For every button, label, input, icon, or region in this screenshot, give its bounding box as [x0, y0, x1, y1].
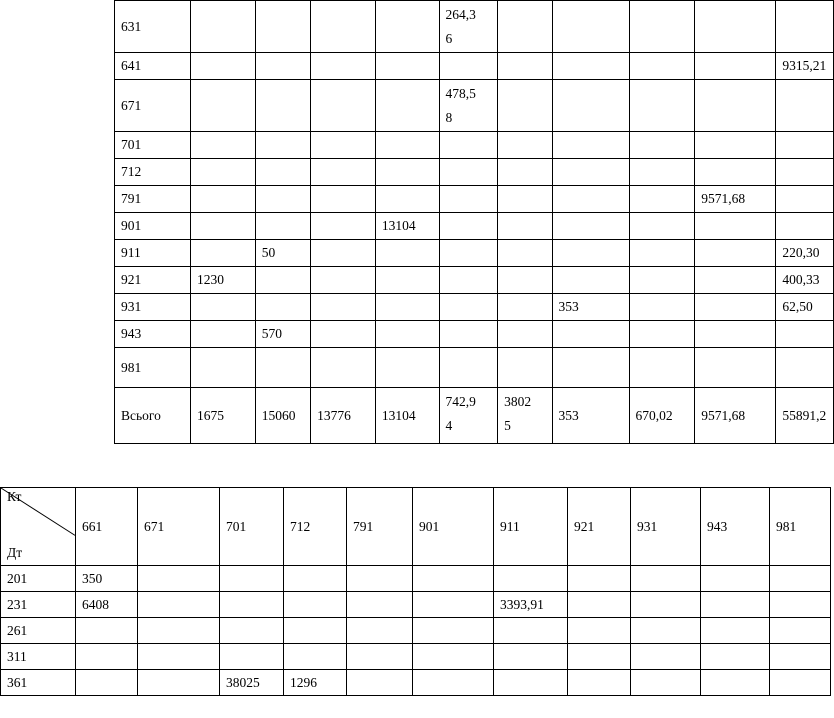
account-cell: 641 — [115, 53, 191, 80]
credit-label: Кт — [7, 489, 22, 504]
account-cell: 931 — [115, 294, 191, 321]
value-cell: 6408 — [76, 592, 138, 618]
table-row — [115, 348, 834, 388]
value-cell — [701, 644, 770, 670]
value-cell: 478,5 8 — [439, 80, 498, 132]
value-cell — [255, 267, 310, 294]
value-cell: 400,33 — [776, 267, 834, 294]
value-cell — [191, 159, 256, 186]
value-cell — [695, 294, 776, 321]
value-cell — [776, 186, 834, 213]
value-cell — [695, 132, 776, 159]
value-cell — [439, 186, 498, 213]
value-cell — [498, 132, 552, 159]
table-row — [115, 132, 834, 159]
value-cell — [776, 132, 834, 159]
value-cell — [311, 186, 376, 213]
value-cell — [498, 213, 552, 240]
value-cell — [695, 213, 776, 240]
account-cell: 671 — [115, 80, 191, 132]
value-cell — [770, 618, 831, 644]
value-cell — [311, 213, 376, 240]
value-cell — [631, 592, 701, 618]
value-cell — [284, 618, 347, 644]
table-row — [115, 213, 834, 240]
value-cell: 570 — [255, 321, 310, 348]
value-cell — [138, 566, 220, 592]
value-cell: 1296 — [284, 670, 347, 696]
value-cell — [631, 566, 701, 592]
column-header: 943 — [701, 488, 770, 566]
value-cell — [568, 670, 631, 696]
table-row — [115, 80, 834, 132]
value-cell — [770, 670, 831, 696]
value-cell — [191, 132, 256, 159]
value-cell — [631, 670, 701, 696]
account-cell: 911 — [115, 240, 191, 267]
value-cell — [695, 53, 776, 80]
value-cell — [138, 670, 220, 696]
value-cell — [255, 348, 310, 388]
value-cell — [629, 159, 695, 186]
value-cell — [138, 592, 220, 618]
ledger-table-top — [114, 0, 834, 444]
value-cell — [498, 267, 552, 294]
value-cell — [552, 186, 629, 213]
value-cell — [629, 294, 695, 321]
value-cell — [552, 80, 629, 132]
account-cell: 791 — [115, 186, 191, 213]
value-cell — [347, 566, 413, 592]
value-cell — [439, 132, 498, 159]
value-cell — [695, 321, 776, 348]
value-cell — [770, 644, 831, 670]
value-cell — [629, 267, 695, 294]
value-cell — [439, 159, 498, 186]
value-cell — [629, 240, 695, 267]
value-cell: 62,50 — [776, 294, 834, 321]
value-cell: 350 — [76, 566, 138, 592]
value-cell — [494, 670, 568, 696]
value-cell — [375, 321, 439, 348]
value-cell — [413, 670, 494, 696]
value-cell — [347, 670, 413, 696]
value-cell — [439, 240, 498, 267]
value-cell: 13104 — [375, 388, 439, 444]
value-cell — [498, 321, 552, 348]
value-cell — [76, 670, 138, 696]
value-cell — [701, 618, 770, 644]
value-cell — [138, 618, 220, 644]
value-cell — [191, 186, 256, 213]
table-row — [1, 566, 831, 592]
value-cell — [375, 240, 439, 267]
account-cell: 201 — [1, 566, 76, 592]
value-cell: 9315,21 — [776, 53, 834, 80]
value-cell: 742,9 4 — [439, 388, 498, 444]
table-row — [115, 294, 834, 321]
value-cell — [568, 644, 631, 670]
value-cell — [498, 240, 552, 267]
value-cell — [629, 80, 695, 132]
table-row — [115, 1, 834, 53]
value-cell — [191, 80, 256, 132]
account-cell: 981 — [115, 348, 191, 388]
value-cell — [770, 592, 831, 618]
account-cell: 712 — [115, 159, 191, 186]
value-cell — [375, 294, 439, 321]
value-cell — [284, 592, 347, 618]
value-cell — [631, 644, 701, 670]
value-cell — [255, 132, 310, 159]
account-cell: 901 — [115, 213, 191, 240]
value-cell: 55891,2 — [776, 388, 834, 444]
value-cell — [220, 566, 284, 592]
value-cell — [284, 644, 347, 670]
value-cell: 264,3 6 — [439, 1, 498, 53]
header-row — [1, 488, 831, 566]
value-cell — [347, 644, 413, 670]
value-cell — [494, 618, 568, 644]
value-cell: 1675 — [191, 388, 256, 444]
value-cell — [695, 80, 776, 132]
value-cell — [375, 132, 439, 159]
value-cell — [552, 240, 629, 267]
value-cell — [375, 267, 439, 294]
value-cell — [439, 294, 498, 321]
value-cell — [776, 1, 834, 53]
value-cell — [138, 644, 220, 670]
value-cell: 15060 — [255, 388, 310, 444]
value-cell — [220, 592, 284, 618]
value-cell — [498, 294, 552, 321]
value-cell — [701, 592, 770, 618]
value-cell — [311, 80, 376, 132]
value-cell — [255, 294, 310, 321]
ledger-table-bottom — [0, 487, 831, 696]
value-cell — [413, 592, 494, 618]
value-cell — [494, 644, 568, 670]
value-cell — [347, 592, 413, 618]
column-header: 701 — [220, 488, 284, 566]
value-cell — [413, 644, 494, 670]
value-cell — [695, 1, 776, 53]
account-cell: Всього — [115, 388, 191, 444]
value-cell — [255, 213, 310, 240]
value-cell — [255, 53, 310, 80]
value-cell — [568, 592, 631, 618]
table-row — [1, 644, 831, 670]
value-cell — [191, 294, 256, 321]
column-header: 921 — [568, 488, 631, 566]
value-cell: 220,30 — [776, 240, 834, 267]
value-cell: 353 — [552, 388, 629, 444]
value-cell — [695, 240, 776, 267]
value-cell: 1230 — [191, 267, 256, 294]
table-row — [115, 240, 834, 267]
account-cell: 631 — [115, 1, 191, 53]
value-cell — [191, 1, 256, 53]
value-cell — [311, 348, 376, 388]
value-cell — [191, 53, 256, 80]
value-cell — [701, 670, 770, 696]
value-cell — [770, 566, 831, 592]
value-cell — [311, 267, 376, 294]
value-cell — [629, 186, 695, 213]
column-header: 791 — [347, 488, 413, 566]
value-cell: 9571,68 — [695, 388, 776, 444]
value-cell: 353 — [552, 294, 629, 321]
table-row — [1, 670, 831, 696]
value-cell — [375, 53, 439, 80]
value-cell — [776, 80, 834, 132]
value-cell — [191, 348, 256, 388]
value-cell — [568, 566, 631, 592]
value-cell — [439, 321, 498, 348]
value-cell — [776, 348, 834, 388]
value-cell — [629, 132, 695, 159]
account-cell: 701 — [115, 132, 191, 159]
value-cell — [375, 159, 439, 186]
value-cell — [695, 348, 776, 388]
table-row — [115, 321, 834, 348]
value-cell — [191, 240, 256, 267]
table-row — [115, 186, 834, 213]
value-cell — [498, 348, 552, 388]
value-cell — [552, 1, 629, 53]
value-cell — [375, 80, 439, 132]
value-cell — [191, 321, 256, 348]
value-cell — [552, 321, 629, 348]
value-cell — [220, 644, 284, 670]
value-cell — [255, 80, 310, 132]
value-cell — [311, 294, 376, 321]
account-cell: 261 — [1, 618, 76, 644]
column-header: 712 — [284, 488, 347, 566]
value-cell: 3393,91 — [494, 592, 568, 618]
account-cell: 361 — [1, 670, 76, 696]
column-header: 911 — [494, 488, 568, 566]
value-cell: 9571,68 — [695, 186, 776, 213]
value-cell — [552, 348, 629, 388]
value-cell — [255, 1, 310, 53]
value-cell — [498, 80, 552, 132]
table-row — [115, 267, 834, 294]
column-header: 931 — [631, 488, 701, 566]
value-cell — [552, 267, 629, 294]
value-cell — [284, 566, 347, 592]
value-cell — [375, 1, 439, 53]
value-cell: 13104 — [375, 213, 439, 240]
value-cell — [311, 1, 376, 53]
value-cell — [629, 213, 695, 240]
value-cell — [311, 159, 376, 186]
value-cell — [695, 159, 776, 186]
value-cell: 670,02 — [629, 388, 695, 444]
value-cell — [631, 618, 701, 644]
value-cell — [311, 321, 376, 348]
value-cell — [498, 186, 552, 213]
value-cell: 3802 5 — [498, 388, 552, 444]
value-cell — [629, 348, 695, 388]
column-header: 981 — [770, 488, 831, 566]
debit-label: Дт — [7, 545, 23, 560]
value-cell — [220, 618, 284, 644]
column-header: 671 — [138, 488, 220, 566]
value-cell — [695, 267, 776, 294]
table-row — [115, 53, 834, 80]
corner-cell — [1, 488, 76, 566]
value-cell — [552, 53, 629, 80]
value-cell — [498, 53, 552, 80]
value-cell — [629, 321, 695, 348]
account-cell: 921 — [115, 267, 191, 294]
value-cell — [439, 267, 498, 294]
value-cell: 13776 — [311, 388, 376, 444]
value-cell — [701, 566, 770, 592]
value-cell — [255, 159, 310, 186]
total-row — [115, 388, 834, 444]
value-cell — [568, 618, 631, 644]
account-cell: 311 — [1, 644, 76, 670]
value-cell — [76, 644, 138, 670]
value-cell — [347, 618, 413, 644]
value-cell — [629, 53, 695, 80]
value-cell: 50 — [255, 240, 310, 267]
value-cell — [413, 618, 494, 644]
value-cell — [498, 1, 552, 53]
value-cell — [439, 213, 498, 240]
value-cell — [776, 213, 834, 240]
account-cell: 943 — [115, 321, 191, 348]
value-cell — [552, 159, 629, 186]
column-header: 661 — [76, 488, 138, 566]
value-cell — [311, 132, 376, 159]
value-cell — [498, 159, 552, 186]
value-cell — [552, 132, 629, 159]
value-cell — [375, 186, 439, 213]
value-cell — [439, 53, 498, 80]
table-row — [1, 592, 831, 618]
value-cell — [439, 348, 498, 388]
value-cell — [191, 213, 256, 240]
value-cell — [413, 566, 494, 592]
value-cell — [375, 348, 439, 388]
value-cell — [311, 240, 376, 267]
table-row — [1, 618, 831, 644]
value-cell — [776, 321, 834, 348]
column-header: 901 — [413, 488, 494, 566]
value-cell — [311, 53, 376, 80]
value-cell — [776, 159, 834, 186]
value-cell — [629, 1, 695, 53]
value-cell — [552, 213, 629, 240]
value-cell: 38025 — [220, 670, 284, 696]
value-cell — [494, 566, 568, 592]
table-row — [115, 159, 834, 186]
value-cell — [76, 618, 138, 644]
value-cell — [255, 186, 310, 213]
account-cell: 231 — [1, 592, 76, 618]
